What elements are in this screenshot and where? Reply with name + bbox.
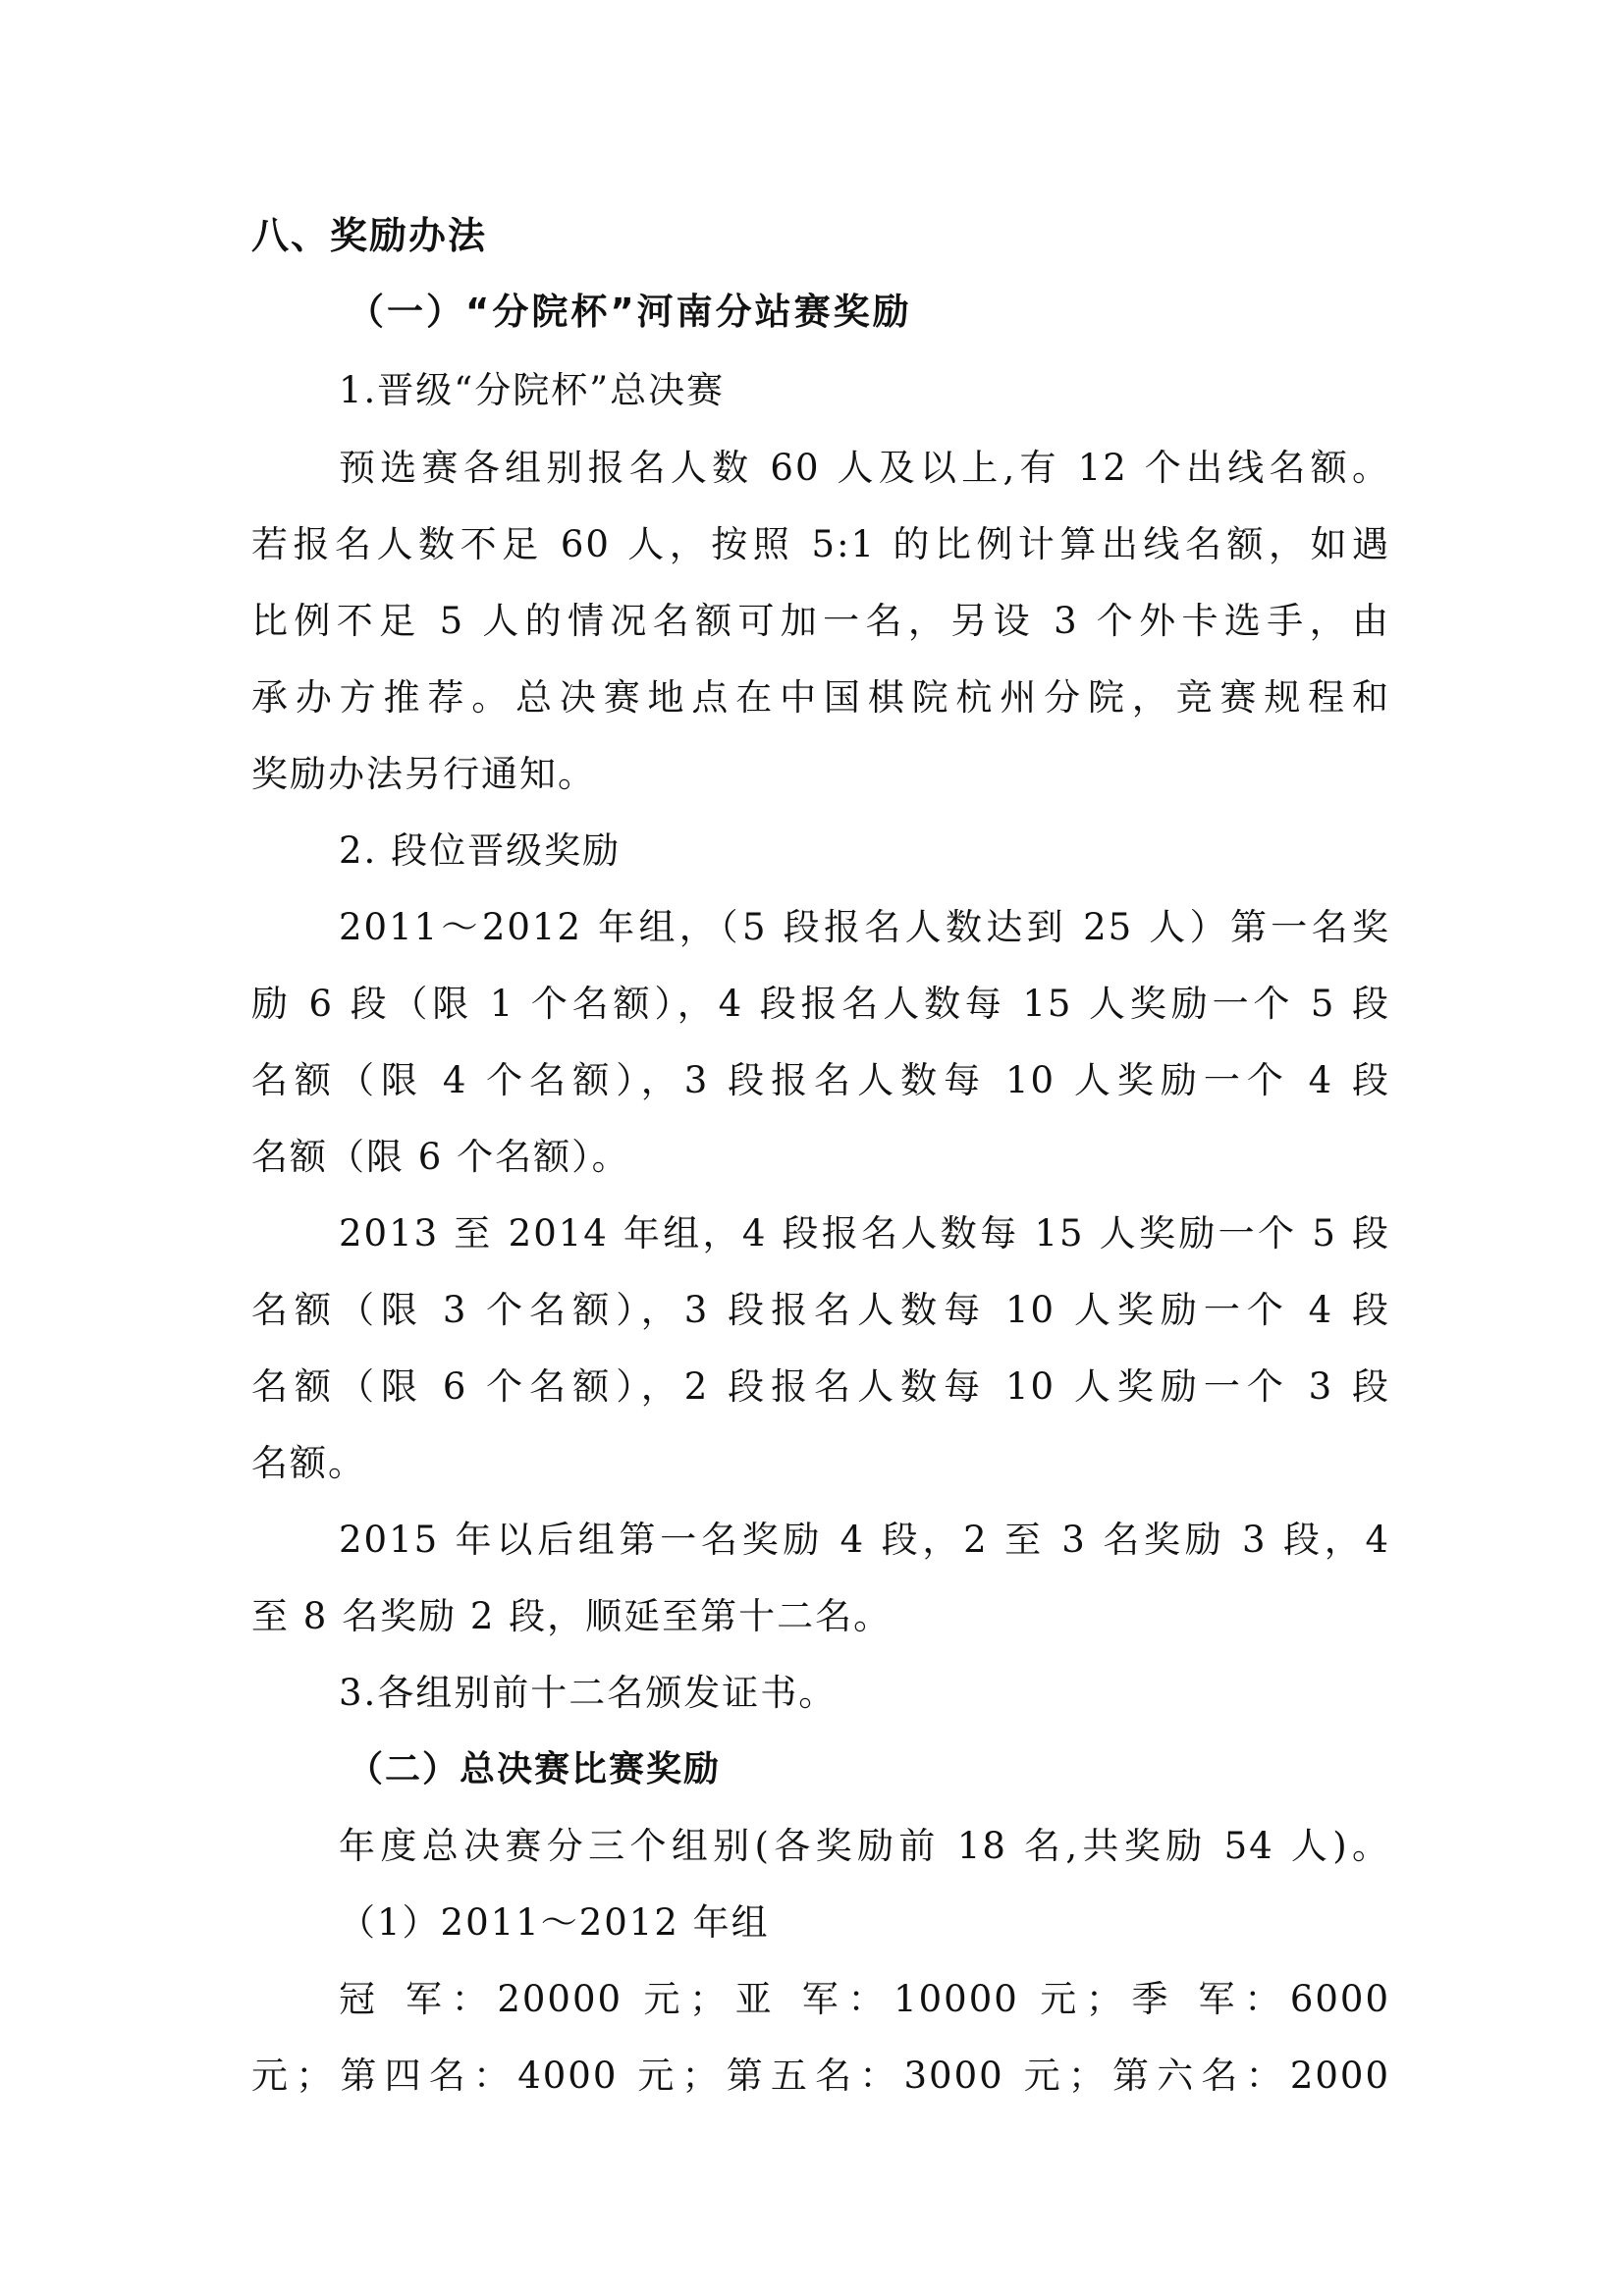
- paragraph-line: 名额（限 4 个名额），3 段报名人数每 10 人奖励一个 4 段: [251, 1059, 1390, 1101]
- paragraph-line: 2011～2012 年组，（5 段报名人数达到 25 人）第一名奖: [339, 906, 1390, 948]
- paragraph-line: 励 6 段（限 1 个名额），4 段报名人数每 15 人奖励一个 5 段: [251, 983, 1390, 1025]
- group-1-title: （1）2011～2012 年组: [339, 1901, 770, 1944]
- paragraph-line: 名额。: [251, 1442, 366, 1484]
- paragraph-line: 名额（限 6 个名额）。: [251, 1136, 630, 1178]
- paragraph-line: 若报名人数不足 60 人，按照 5:1 的比例计算出线名额，如遇: [251, 523, 1390, 565]
- paragraph-line: 2013 至 2014 年组，4 段报名人数每 15 人奖励一个 5 段: [339, 1212, 1390, 1255]
- paragraph-line: 比例不足 5 人的情况名额可加一名，另设 3 个外卡选手，由: [251, 600, 1390, 642]
- paragraph-line: 2015 年以后组第一名奖励 4 段，2 至 3 名奖励 3 段，4: [339, 1519, 1390, 1561]
- subsection-title-1: （一）“分院杯”河南分站赛奖励: [348, 291, 912, 333]
- paragraph-line: 承办方推荐。总决赛地点在中国棋院杭州分院，竞赛规程和: [251, 676, 1390, 719]
- section-title: 八、奖励办法: [251, 214, 488, 257]
- prize-line: 元；第四名：4000 元；第五名：3000 元；第六名：2000: [251, 2055, 1390, 2097]
- item-2-title: 2. 段位晋级奖励: [339, 829, 622, 872]
- prize-line: 冠 军：20000 元；亚 军：10000 元；季 军：6000: [339, 1978, 1390, 2020]
- paragraph-line: 预选赛各组别报名人数 60 人及以上,有 12 个出线名额。: [339, 447, 1390, 489]
- item-1-title: 1.晋级“分院杯”总决赛: [339, 369, 726, 411]
- paragraph-line: 名额（限 6 个名额），2 段报名人数每 10 人奖励一个 3 段: [251, 1365, 1390, 1408]
- paragraph-line: 年度总决赛分三个组别(各奖励前 18 名,共奖励 54 人)。: [339, 1825, 1390, 1867]
- paragraph-line: 名额（限 3 个名额），3 段报名人数每 10 人奖励一个 4 段: [251, 1289, 1390, 1331]
- paragraph-line: 奖励办法另行通知。: [251, 753, 596, 795]
- subsection-title-2: （二）总决赛比赛奖励: [348, 1749, 722, 1789]
- item-3: 3.各组别前十二名颁发证书。: [339, 1672, 838, 1714]
- paragraph-line: 至 8 名奖励 2 段，顺延至第十二名。: [251, 1595, 893, 1637]
